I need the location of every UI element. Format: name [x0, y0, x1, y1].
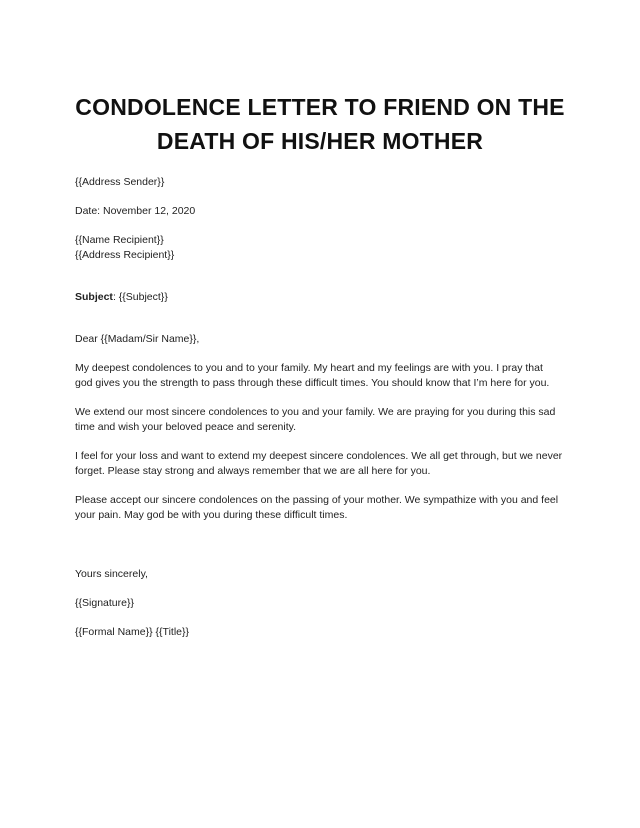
paragraph-3 [75, 449, 575, 479]
subject-value: : {{Subject}} [112, 291, 168, 303]
paragraph-4-line-1: Please accept our sincere condolences on the passing of your mother. We sympathize with you and feel [75, 494, 559, 506]
letter-body [75, 175, 575, 640]
paragraph-1-line-1: My deepest condolences to you and to your family. My heart and my feelings are with you. I pray that [75, 362, 543, 374]
paragraph-4-line-2: your pain. May god be with you during these difficult times. [75, 509, 348, 521]
paragraph-4 [75, 493, 575, 523]
salutation: Dear {{Madam/Sir Name}}, [75, 333, 200, 345]
page-title [40, 90, 600, 158]
paragraph-2-line-1: We extend our most sincere condolences to you and your family. We are praying for you during this sad [75, 406, 556, 418]
letter-date: Date: November 12, 2020 [75, 205, 196, 217]
recipient-address: {{Address Recipient}} [75, 249, 175, 261]
title-line-1: CONDOLENCE LETTER TO FRIEND ON THE [75, 94, 565, 120]
closing: Yours sincerely, [75, 568, 148, 580]
subject-line [75, 290, 575, 305]
recipient-name: {{Name Recipient}} [75, 234, 164, 246]
paragraph-2-line-2: time and wish your beloved peace and serenity. [75, 421, 297, 433]
formal-name-title: {{Formal Name}} {{Title}} [75, 626, 190, 638]
sender-address: {{Address Sender}} [75, 176, 165, 188]
paragraph-3-line-1: I feel for your loss and want to extend my deepest sincere condolences. We all get through, but we never [75, 450, 563, 462]
signature: {{Signature}} [75, 597, 134, 609]
subject-label: Subject [75, 291, 113, 303]
paragraph-1-line-2: god gives you the strength to pass through these difficult times. You should know that I’m here for you. [75, 377, 550, 389]
paragraph-1 [75, 361, 575, 391]
title-line-2: DEATH OF HIS/HER MOTHER [156, 128, 484, 154]
paragraph-3-line-2: forget. Please stay strong and always remember that we are all here for you. [75, 465, 431, 477]
paragraph-2 [75, 405, 575, 435]
